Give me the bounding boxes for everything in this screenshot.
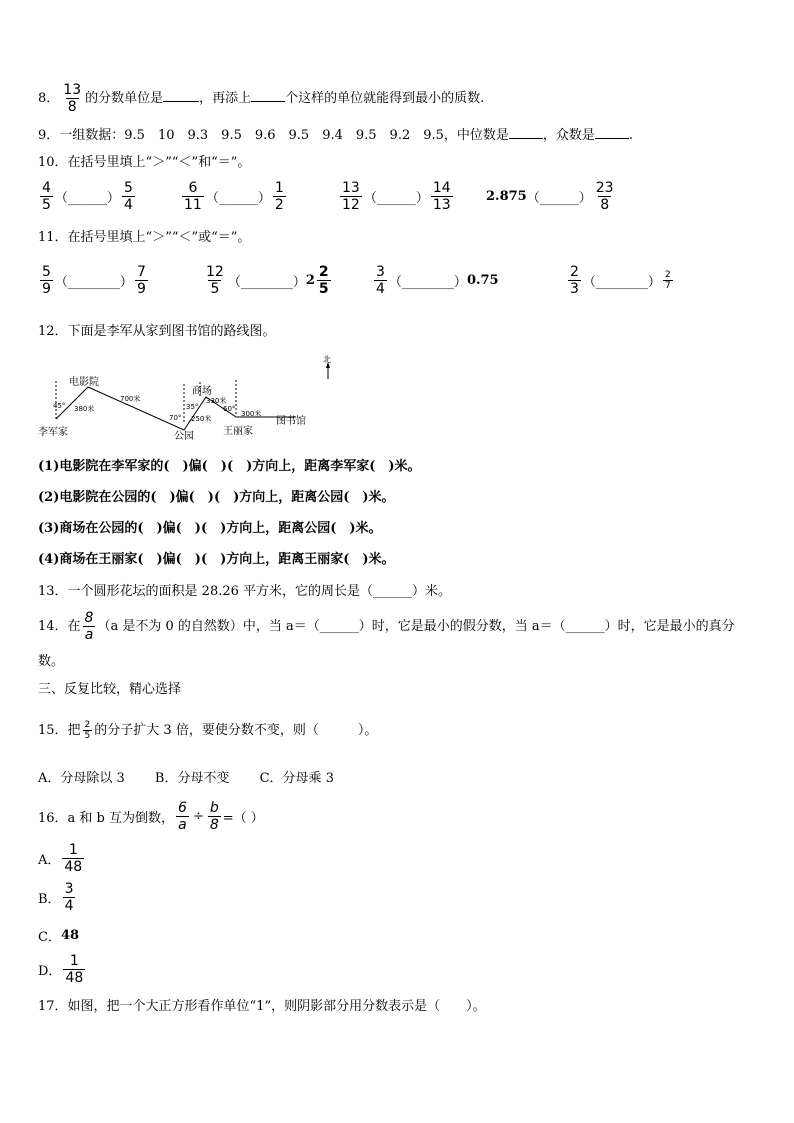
q10-items bbox=[338, 180, 455, 213]
q15-options[interactable]: A．分母除以 3 B．分母不变 C．分母乘 3 bbox=[38, 771, 334, 786]
fraction: $\frac{13}{8}$ bbox=[63, 82, 82, 115]
mixed-number: 2 2 5 bbox=[305, 264, 329, 297]
question-11: 11．在括号里填上“＞”“＜”或“＝”。 bbox=[38, 230, 251, 245]
q16-option-b[interactable]: B． 3 4 bbox=[38, 881, 74, 914]
route-map bbox=[36, 352, 336, 442]
q12-sub-2: (2)电影院在公园的( )偏( )( )方向上，距离公园( )米。 bbox=[38, 490, 395, 505]
answer-paren[interactable]: （______） bbox=[205, 191, 271, 206]
question-14: 14．在 $\frac{8}{a}$ （a 是不为 0 的自然数）中，当 a＝（______）时，它是最小的假分数，当 a＝（______）时，它是最小的真分 bbox=[38, 610, 735, 643]
q12-sub-1: (1)电影院在李军家的( )偏( )( )方向上，距离李军家( )米。 bbox=[38, 459, 421, 474]
fraction: $\frac{b}{8}$ bbox=[209, 800, 219, 833]
question-8: 8． $\frac{13}{8}$ 的分数单位是 ，再添上 个这样的单位就能得到最小的质数. bbox=[38, 82, 485, 115]
q16-option-a[interactable]: A． 1 48 bbox=[38, 842, 83, 875]
question-12: 12．下面是李军从家到图书馆的路线图。 bbox=[38, 324, 276, 339]
q11-items bbox=[38, 264, 150, 297]
distance-label: 380米 bbox=[74, 405, 95, 413]
fraction: 3 4 bbox=[376, 264, 385, 297]
fraction: 2 3 bbox=[570, 264, 579, 297]
section-heading: 三、反复比较，精心选择 bbox=[38, 682, 182, 697]
fraction: 2 7 bbox=[664, 270, 671, 291]
fraction: 12 5 bbox=[206, 264, 224, 297]
answer-paren[interactable]: （______） bbox=[363, 191, 429, 206]
angle-label: 45° bbox=[53, 402, 66, 410]
fraction: 2 5 bbox=[318, 264, 329, 297]
question-16: 16．a 和 b 互为倒数， $\frac{6}{a}$ ÷ $\frac{b}{8}$ =（ ） bbox=[38, 800, 264, 833]
question-17: 17．如图，把一个大正方形看作单位“1”，则阴影部分用分数表示是（ ）。 bbox=[38, 999, 486, 1014]
distance-label: 250米 bbox=[191, 415, 212, 423]
q16-option-c[interactable]: C． 48 bbox=[38, 928, 80, 945]
place-mall: 商场 bbox=[192, 386, 212, 397]
q11-items bbox=[566, 264, 675, 297]
answer-paren[interactable]: （________） bbox=[54, 275, 133, 290]
q11-items: 3 4 （________） 0.75 bbox=[376, 264, 499, 297]
distance-label: 700米 bbox=[120, 395, 141, 403]
place-wang: 王丽家 bbox=[223, 426, 253, 437]
place-home: 李军家 bbox=[38, 427, 68, 438]
answer-blank[interactable] bbox=[509, 126, 543, 139]
q12-sub-3: (3)商场在公园的( )偏( )( )方向上，距离公园( )米。 bbox=[38, 521, 382, 536]
angle-label: 35° bbox=[186, 403, 199, 411]
fraction: 3 4 bbox=[64, 881, 74, 914]
q10-items bbox=[38, 180, 137, 213]
q11-items bbox=[202, 264, 333, 297]
place-cinema: 电影院 bbox=[69, 377, 99, 388]
fraction: 1 2 bbox=[274, 180, 284, 213]
angle-label: 70° bbox=[169, 414, 182, 422]
fraction: $\frac{8}{a}$ bbox=[84, 610, 94, 643]
fraction: 7 9 bbox=[136, 264, 146, 297]
answer-paren[interactable]: （________） bbox=[388, 275, 467, 290]
north-label: 北 bbox=[323, 355, 331, 364]
fraction: 13 12 bbox=[342, 180, 360, 213]
fraction: 5 4 bbox=[123, 180, 133, 213]
place-park: 公园 bbox=[174, 431, 194, 442]
answer-paren[interactable]: （______） bbox=[526, 191, 592, 206]
answer-blank[interactable] bbox=[163, 89, 199, 102]
q16-option-d[interactable]: D． 1 48 bbox=[38, 953, 84, 986]
fraction: 5 9 bbox=[42, 264, 51, 297]
angle-label: 60° bbox=[223, 405, 236, 413]
distance-label: 330米 bbox=[206, 397, 227, 405]
answer-paren[interactable]: （______） bbox=[54, 191, 120, 206]
question-9: 9．一组数据：9.5 10 9.3 9.5 9.6 9.5 9.4 9.5 9.2 9.5，中位数是 ，众数是 . bbox=[38, 128, 634, 143]
question-13: 13．一个圆形花坛的面积是 28.26 平方米，它的周长是（______）米。 bbox=[38, 584, 452, 599]
north-arrow-icon bbox=[326, 362, 330, 379]
fraction: 14 13 bbox=[432, 180, 451, 213]
q12-sub-4: (4)商场在王丽家( )偏( )( )方向上，距离王丽家( )米。 bbox=[38, 552, 395, 567]
fraction: 6 11 bbox=[184, 180, 202, 213]
q10-items bbox=[180, 180, 288, 213]
q10-items: 2.875 （______） 23 8 bbox=[486, 180, 614, 213]
distance-label: 300米 bbox=[241, 410, 262, 418]
question-10: 10．在括号里填上“＞”“＜”和“＝”。 bbox=[38, 155, 251, 170]
answer-blank[interactable] bbox=[251, 89, 285, 102]
answer-paren[interactable]: （________） bbox=[582, 275, 661, 290]
fraction: 4 5 bbox=[42, 180, 51, 213]
answer-blank[interactable] bbox=[595, 126, 629, 139]
question-15: 15．把 $\frac{2}{5}$ 的分子扩大 3 倍，要使分数不变，则（ ）。 bbox=[38, 720, 378, 741]
fraction: $\frac{2}{5}$ bbox=[84, 720, 91, 741]
fraction: $\frac{6}{a}$ bbox=[178, 800, 187, 833]
fraction: 1 48 bbox=[64, 842, 83, 875]
fraction: 1 48 bbox=[65, 953, 84, 986]
place-library: 图书馆 bbox=[276, 416, 306, 427]
fraction: 23 8 bbox=[595, 180, 614, 213]
answer-paren[interactable]: （________） bbox=[227, 275, 306, 290]
question-14-cont: 数。 bbox=[38, 654, 65, 669]
